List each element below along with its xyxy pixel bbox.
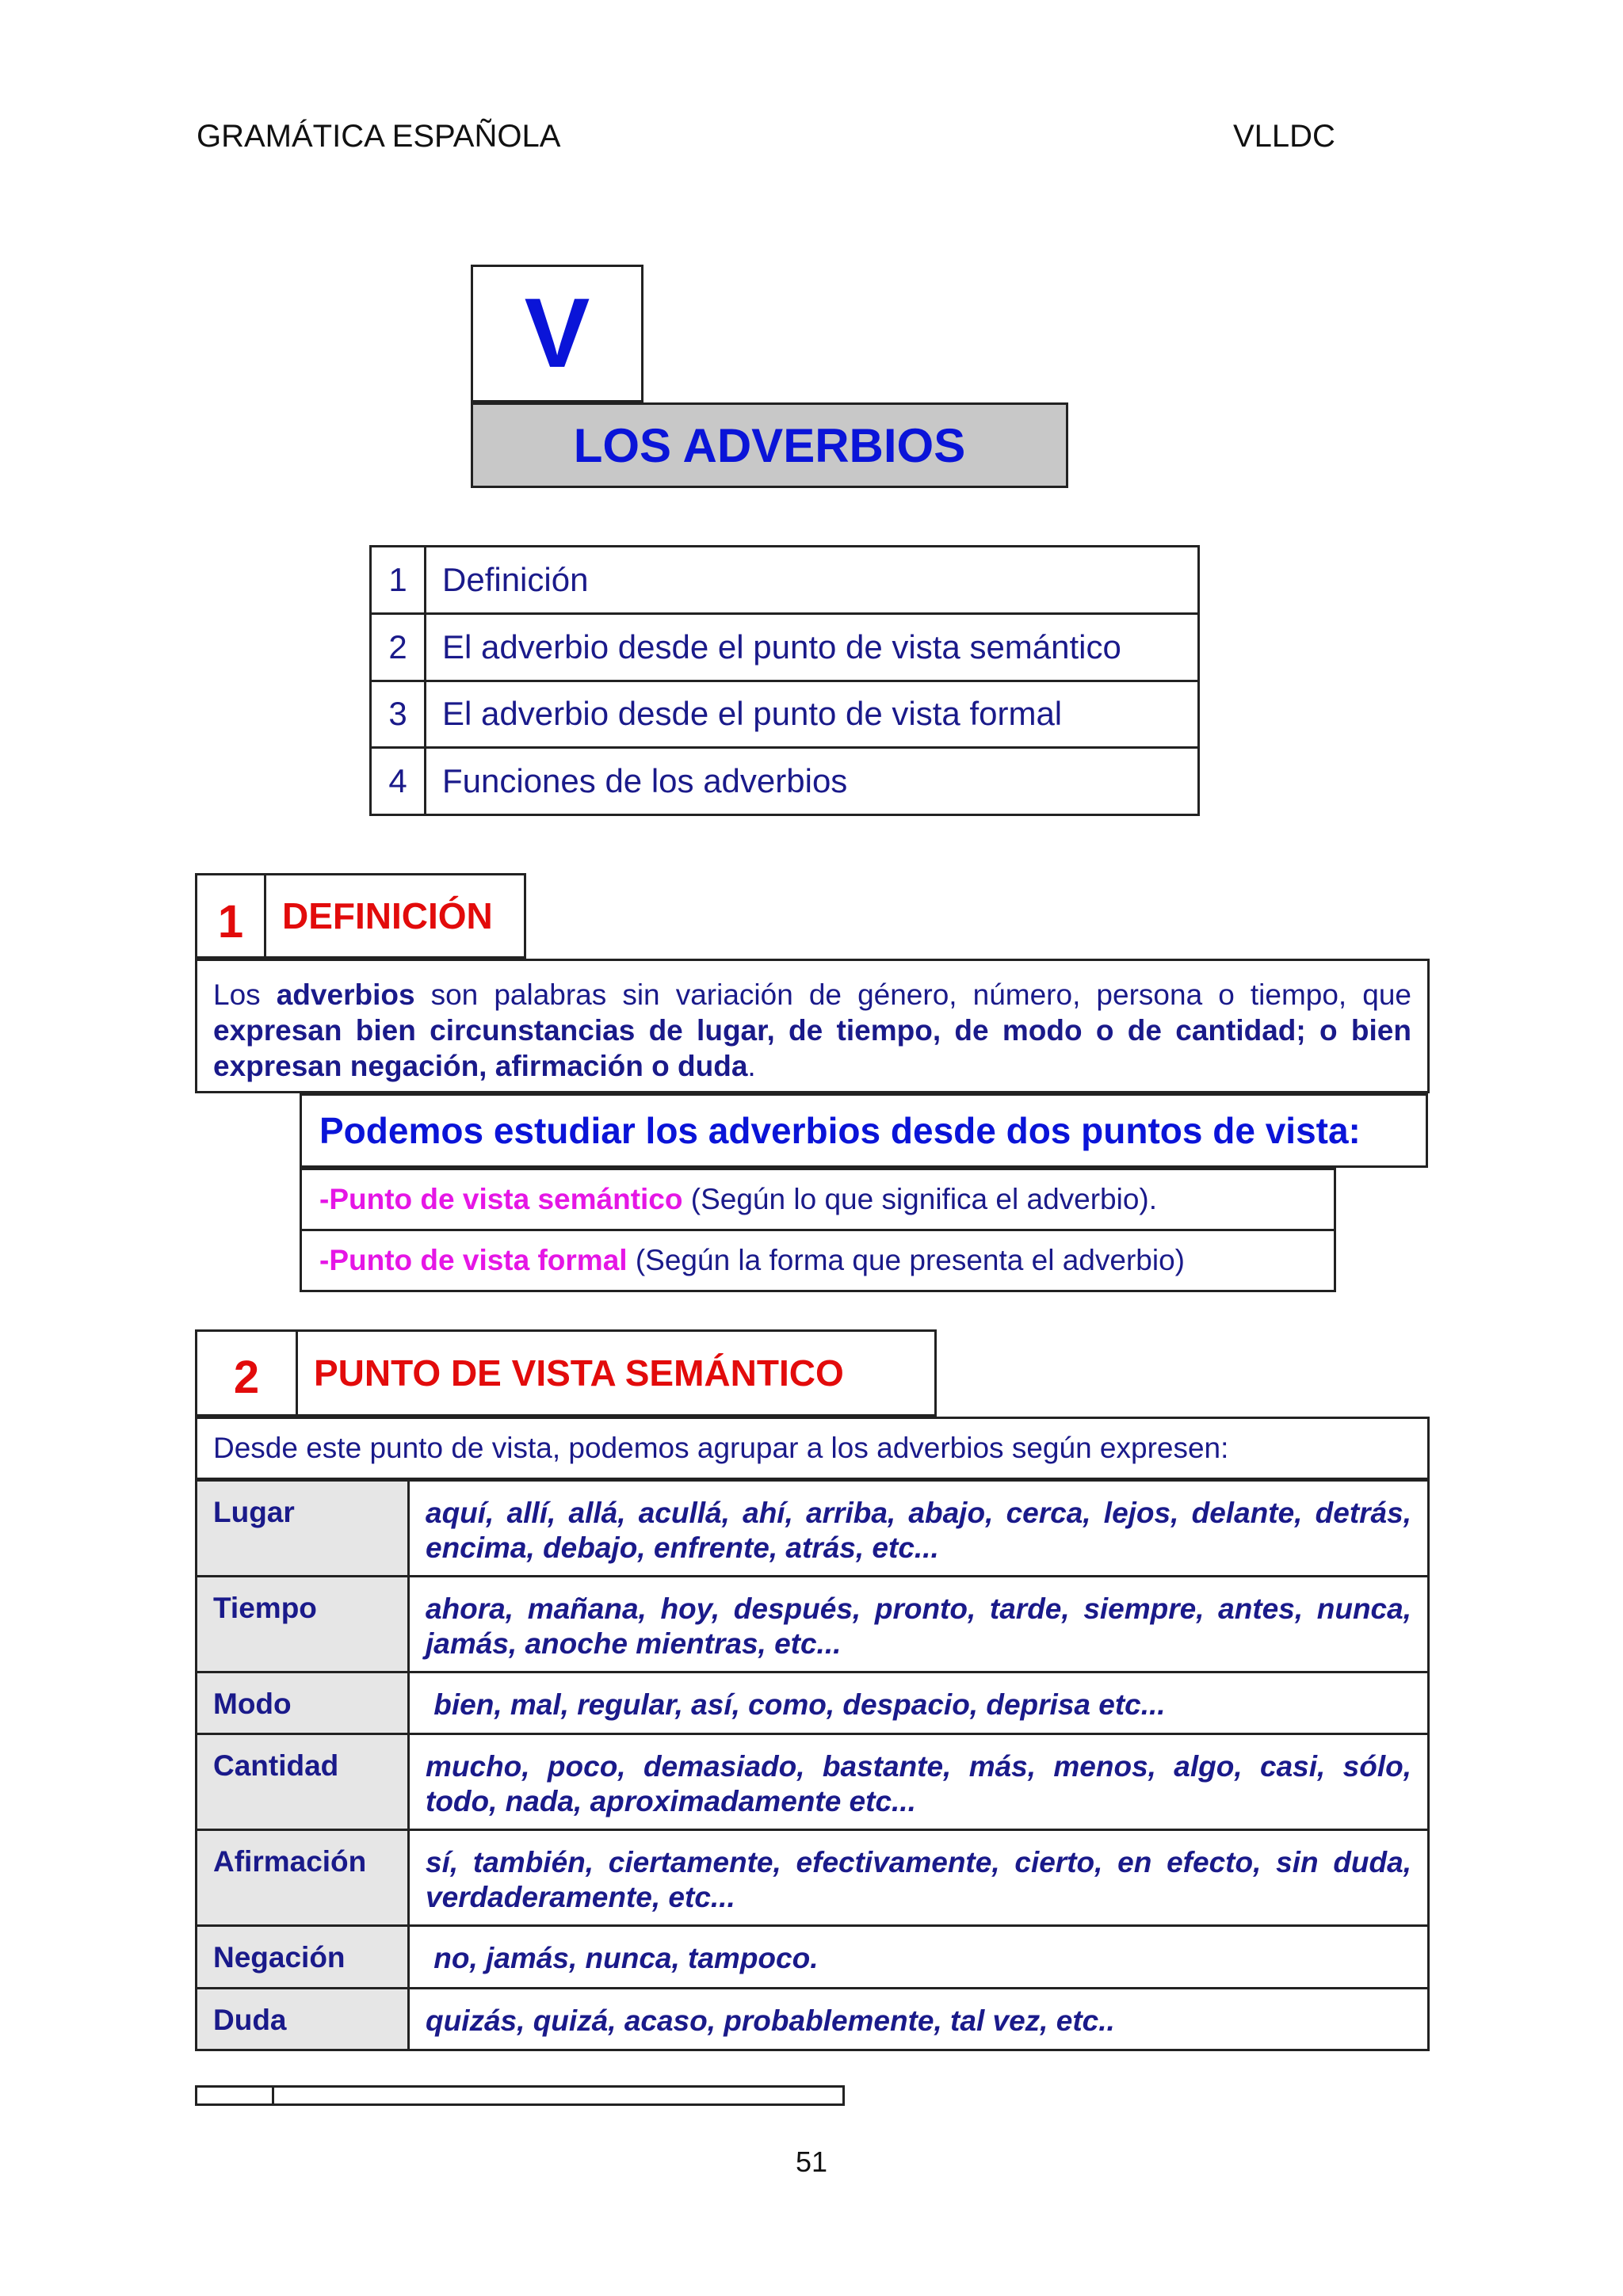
table-row	[197, 1831, 1427, 1927]
toc-row	[372, 615, 1197, 682]
adverb-category: Lugar	[197, 1482, 410, 1575]
toc-number: 2	[372, 615, 426, 680]
point-of-view-desc: (Según lo que significa el adverbio).	[682, 1183, 1158, 1215]
table-of-contents	[369, 545, 1200, 816]
section-heading-semantico	[195, 1329, 937, 1417]
toc-number: 1	[372, 547, 426, 612]
table-row	[197, 1673, 1427, 1735]
section-number: 1	[197, 875, 266, 956]
definition-bold: expresan bien circunstancias de lugar, de tiempo, de modo o de cantidad; o bien expresan negación, afirmación o duda	[213, 1014, 1411, 1082]
adverb-examples: bien, mal, regular, así, como, despacio, deprisa etc...	[426, 1688, 1166, 1721]
adverb-category: Modo	[197, 1673, 410, 1733]
adverb-category: Tiempo	[197, 1577, 410, 1671]
table-row	[197, 1482, 1427, 1577]
adverb-examples: ahora, mañana, hoy, después, pronto, tarde, siempre, antes, nunca, jamás, anoche mientras, etc...	[426, 1592, 1411, 1660]
adverb-examples: sí, también, ciertamente, efectivamente, cierto, en efecto, sin duda, verdaderamente, etc...	[426, 1846, 1411, 1914]
toc-row	[372, 749, 1197, 814]
point-of-view-key: -Punto de vista formal	[319, 1244, 628, 1276]
chapter-title: LOS ADVERBIOS	[471, 402, 1068, 488]
adverb-examples: aquí, allí, allá, acullá, ahí, arriba, abajo, cerca, lejos, delante, detrás, encima, debajo, enfrente, atrás, etc...	[426, 1497, 1411, 1564]
adverb-category: Cantidad	[197, 1735, 410, 1829]
section-heading-stub	[195, 2085, 845, 2106]
definition-text: son palabras sin variación de género, número, persona o tiempo, que	[414, 978, 1412, 1011]
toc-row	[372, 682, 1197, 749]
section-number-cell	[197, 2088, 274, 2103]
point-of-view-key: -Punto de vista semántico	[319, 1183, 683, 1215]
adverb-category: Negación	[197, 1927, 410, 1986]
point-of-view-item	[300, 1168, 1336, 1231]
definition-bold: adverbios	[276, 978, 415, 1011]
definition-text: .	[747, 1050, 756, 1082]
toc-label: Definición	[442, 560, 589, 598]
points-of-view-heading: Podemos estudiar los adverbios desde dos puntos de vista:	[300, 1093, 1428, 1168]
point-of-view-item	[300, 1229, 1336, 1292]
toc-label: El adverbio desde el punto de vista semántico	[442, 627, 1121, 666]
adverb-category: Duda	[197, 1989, 410, 2049]
toc-number: 4	[372, 749, 426, 814]
semantic-intro: Desde este punto de vista, podemos agrupar a los adverbios según expresen:	[195, 1417, 1430, 1482]
adverb-examples: mucho, poco, demasiado, bastante, más, menos, algo, casi, sólo, todo, nada, aproximadamente etc...	[426, 1750, 1411, 1818]
header-left: GRAMÁTICA ESPAÑOLA	[197, 119, 561, 154]
table-row	[197, 1989, 1427, 2049]
header-right: VLLDC	[1233, 119, 1335, 154]
toc-label: Funciones de los adverbios	[442, 762, 848, 800]
chapter-numeral: V	[471, 265, 643, 402]
point-of-view-desc: (Según la forma que presenta el adverbio)	[627, 1244, 1185, 1276]
definition-text: Los	[213, 978, 277, 1011]
definition-paragraph	[195, 959, 1430, 1093]
table-row	[197, 1735, 1427, 1831]
adverb-category: Afirmación	[197, 1831, 410, 1924]
adverb-classification-table	[195, 1479, 1430, 2051]
section-title: PUNTO DE VISTA SEMÁNTICO	[314, 1352, 844, 1394]
adverb-examples: no, jamás, nunca, tampoco.	[426, 1942, 819, 1975]
section-number: 2	[197, 1332, 298, 1414]
section-heading-definicion	[195, 873, 526, 959]
table-row	[197, 1577, 1427, 1673]
toc-label: El adverbio desde el punto de vista formal	[442, 695, 1063, 733]
toc-number: 3	[372, 682, 426, 747]
toc-row	[372, 547, 1197, 615]
adverb-examples: quizás, quizá, acaso, probablemente, tal vez, etc..	[426, 2004, 1115, 2037]
table-row	[197, 1927, 1427, 1989]
page-number: 51	[795, 2145, 828, 2178]
section-title: DEFINICIÓN	[282, 895, 493, 936]
